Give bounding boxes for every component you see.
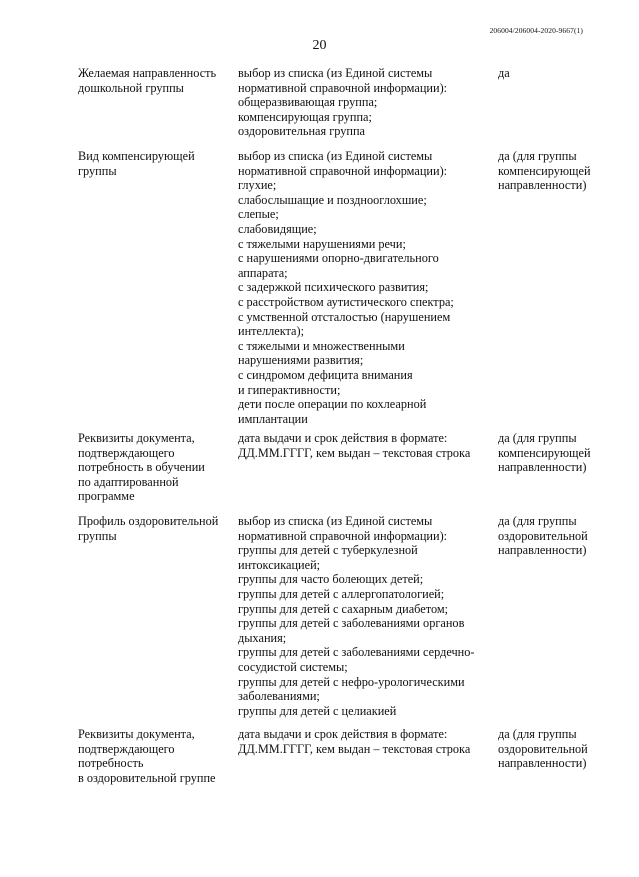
field-format-line: глухие; <box>238 178 277 193</box>
page-number: 20 <box>312 38 327 53</box>
field-format-line: интеллекта); <box>238 324 305 339</box>
field-required-line: компенсирующей <box>498 163 591 178</box>
field-format-line: группы для часто болеющих детей; <box>238 572 424 587</box>
field-format-line: ДД.ММ.ГГГГ, кем выдан – текстовая строка <box>238 445 471 460</box>
field-format-line: выбор из списка (из Единой системы <box>238 149 433 163</box>
field-format-line: группы для детей с нефро-урологическими <box>238 674 465 689</box>
field-format-line: слепые; <box>238 207 279 222</box>
field-name-line: Реквизиты документа, <box>78 431 195 445</box>
document-id: 206004/206004-2020-9667(1) <box>489 26 583 35</box>
field-format-line: оздоровительная группа <box>238 124 366 139</box>
field-format-line: группы для детей с туберкулезной <box>238 543 418 558</box>
field-format-line: нормативной справочной информации): <box>238 163 448 178</box>
field-format-line: интоксикацией; <box>238 557 321 572</box>
field-required-line: направленности) <box>498 460 587 475</box>
field-format-line: группы для детей с аллергопатологией; <box>238 586 445 601</box>
field-format-line: группы для детей с заболеваниями сердечно- <box>238 645 475 660</box>
field-format-line: нормативной справочной информации): <box>238 528 448 543</box>
field-required-line: оздоровительной <box>498 528 588 543</box>
field-name-cell <box>78 431 234 504</box>
field-required-line: оздоровительной <box>498 741 588 756</box>
field-required-line: да (для группы <box>498 431 577 445</box>
field-format-line: и гиперактивности; <box>238 382 341 397</box>
field-format-line: имплантации <box>238 411 308 426</box>
field-format-line: с расстройством аутистического спектра; <box>238 294 454 309</box>
field-name-line: дошкольной группы <box>78 80 184 95</box>
field-name-line: программе <box>78 489 135 504</box>
field-name-line: Профиль оздоровительной <box>78 514 219 528</box>
field-name-cell <box>78 149 234 178</box>
field-required-cell <box>498 431 608 475</box>
field-format-line: группы для детей с заболеваниями органов <box>238 616 465 631</box>
field-required-cell <box>498 514 608 558</box>
field-name-line: потребность в обучении <box>78 460 205 475</box>
field-format-cell <box>238 431 496 460</box>
field-format-line: с нарушениями опорно-двигательного <box>238 251 439 266</box>
field-required-line: компенсирующей <box>498 445 591 460</box>
field-required-line: да (для группы <box>498 514 577 528</box>
field-format-cell <box>238 514 496 718</box>
field-format-cell <box>238 727 496 756</box>
field-format-cell <box>238 149 496 426</box>
field-format-line: слабовидящие; <box>238 221 317 236</box>
field-name-line: подтверждающего <box>78 445 175 460</box>
field-format-line: заболеваниями; <box>238 689 320 704</box>
field-format-cell <box>238 66 496 139</box>
field-format-line: общеразвивающая группа; <box>238 95 378 110</box>
field-name-line: группы <box>78 163 117 178</box>
field-format-line: выбор из списка (из Единой системы <box>238 514 433 528</box>
field-format-line: нарушениями развития; <box>238 353 364 368</box>
field-required-cell <box>498 149 608 193</box>
field-name-cell <box>78 66 234 95</box>
field-name-cell <box>78 727 234 785</box>
field-format-line: группы для детей с сахарным диабетом; <box>238 601 449 616</box>
field-format-line: нормативной справочной информации): <box>238 80 448 95</box>
field-required-line: направленности) <box>498 178 587 193</box>
field-required-line: да <box>498 66 510 80</box>
field-name-line: по адаптированной <box>78 474 179 489</box>
field-required-cell <box>498 727 608 771</box>
field-format-line: дети после операции по кохлеарной <box>238 397 427 412</box>
field-format-line: дата выдачи и срок действия в формате: <box>238 431 448 445</box>
field-name-line: Желаемая направленность <box>78 66 217 80</box>
field-required-line: направленности) <box>498 543 587 558</box>
field-name-cell <box>78 514 234 543</box>
field-format-line: аппарата; <box>238 265 288 280</box>
field-format-line: выбор из списка (из Единой системы <box>238 66 433 80</box>
field-format-line: с тяжелыми нарушениями речи; <box>238 236 406 251</box>
field-name-line: группы <box>78 528 117 543</box>
field-name-line: Вид компенсирующей <box>78 149 195 163</box>
field-required-line: да (для группы <box>498 149 577 163</box>
field-format-line: с умственной отсталостью (нарушением <box>238 309 451 324</box>
field-required-line: да (для группы <box>498 727 577 741</box>
field-format-line: с синдромом дефицита внимания <box>238 367 413 382</box>
field-format-line: сосудистой системы; <box>238 659 348 674</box>
field-required-line: направленности) <box>498 756 587 771</box>
field-format-line: с задержкой психического развития; <box>238 280 429 295</box>
field-format-line: компенсирующая группа; <box>238 109 372 124</box>
field-name-line: потребность <box>78 756 144 771</box>
field-name-line: подтверждающего <box>78 741 175 756</box>
field-required-cell <box>498 66 608 81</box>
field-format-line: ДД.ММ.ГГГГ, кем выдан – текстовая строка <box>238 741 471 756</box>
field-format-line: дата выдачи и срок действия в формате: <box>238 727 448 741</box>
field-format-line: слабослышащие и позднооглохшие; <box>238 192 427 207</box>
field-format-line: группы для детей с целиакией <box>238 703 397 718</box>
field-name-line: в оздоровительной группе <box>78 770 216 785</box>
field-name-line: Реквизиты документа, <box>78 727 195 741</box>
field-format-line: дыхания; <box>238 630 287 645</box>
field-format-line: с тяжелыми и множественными <box>238 338 405 353</box>
